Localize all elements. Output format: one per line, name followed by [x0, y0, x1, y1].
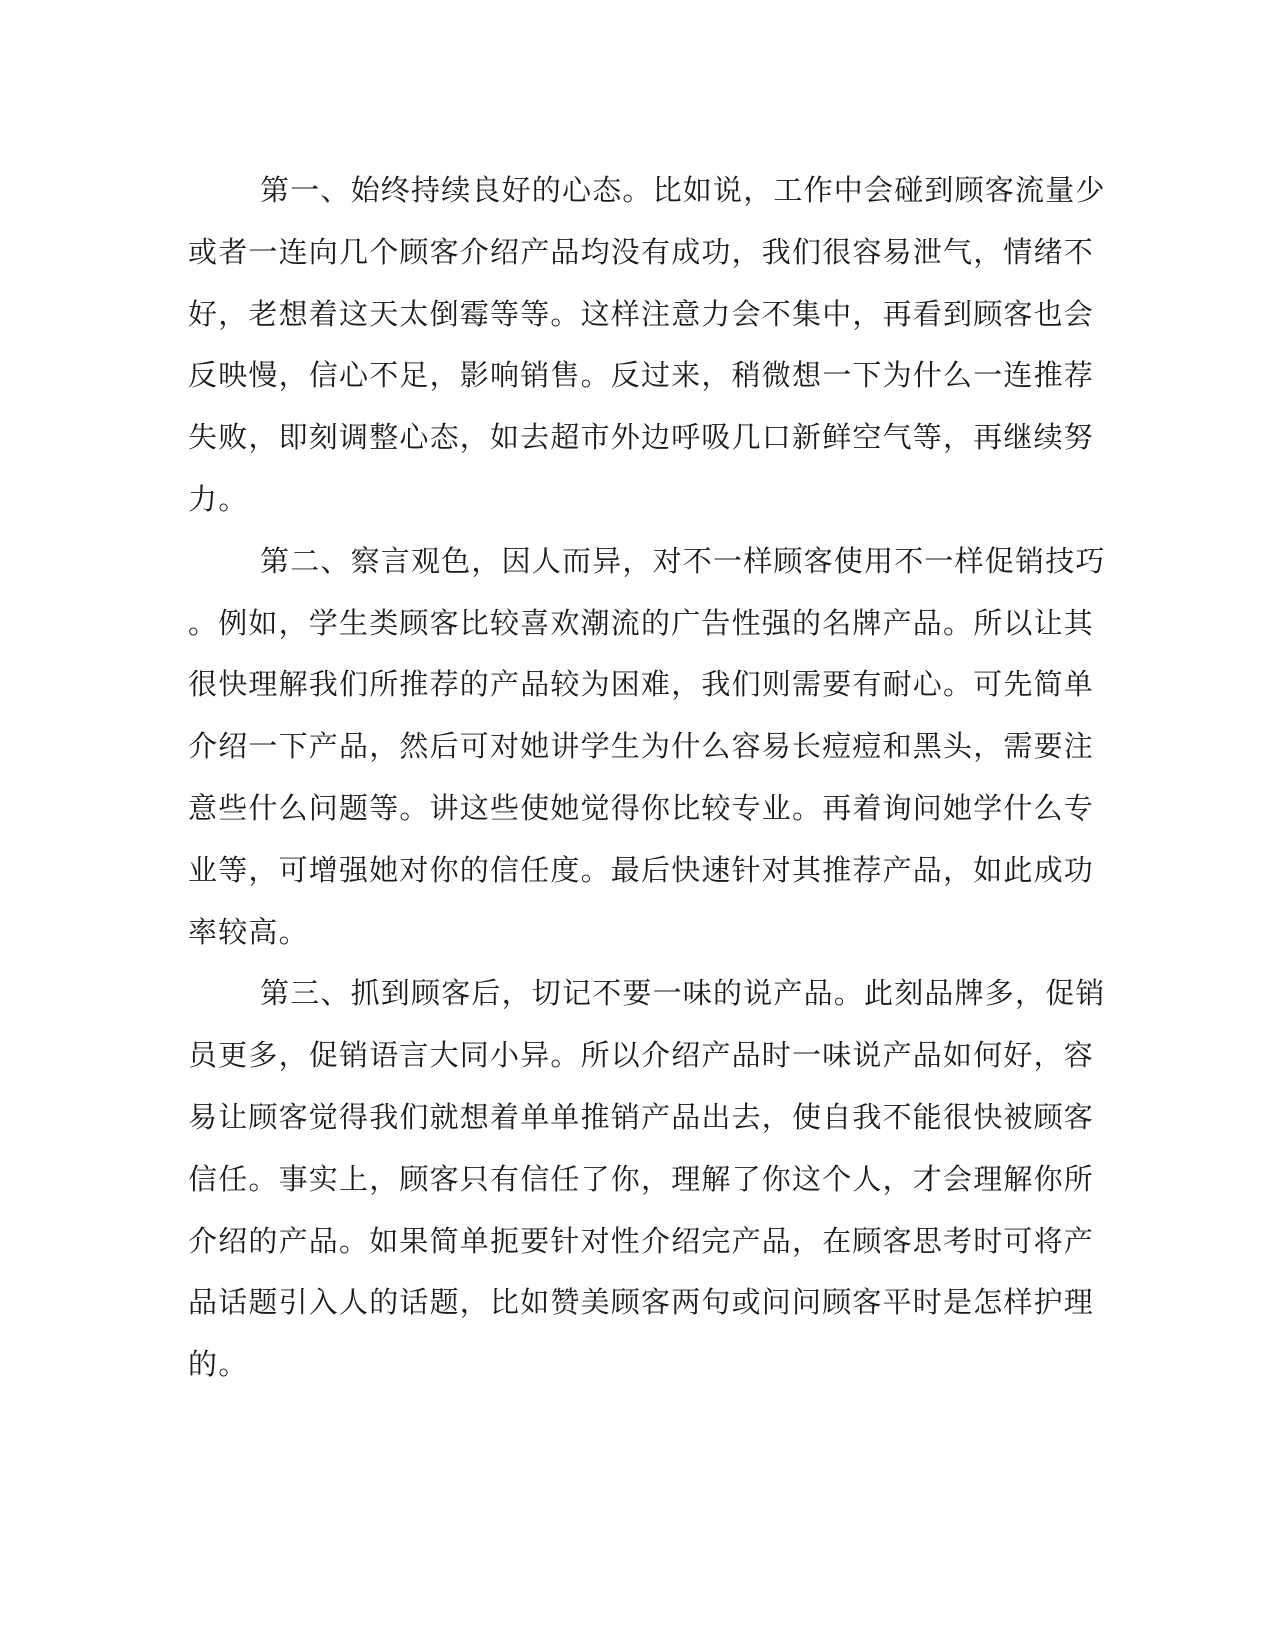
paragraph-line: 或者一连向几个顾客介绍产品均没有成功，我们很容易泄气，情绪不: [188, 234, 1095, 269]
paragraph-line: 员更多，促销语言大同小异。所以介绍产品时一味说产品如何好，容: [188, 1038, 1095, 1073]
paragraph-line: 率较高。: [188, 914, 309, 949]
paragraph-3: [188, 963, 1106, 1396]
paragraph-1: [188, 160, 1106, 531]
paragraph-line: 易让顾客觉得我们就想着单单推销产品出去，使自我不能很快被顾客: [188, 1099, 1095, 1134]
paragraph-line: 失败，即刻调整心态，如去超市外边呼吸几口新鲜空气等，再继续努: [188, 420, 1095, 455]
paragraph-line: 很快理解我们所推荐的产品较为困难，我们则需要有耐心。可先简单: [188, 667, 1095, 702]
paragraph-line: 好，老想着这天太倒霉等等。这样注意力会不集中，再看到顾客也会: [188, 296, 1095, 331]
paragraph-line: 第三、抓到顾客后，切记不要一味的说产品。此刻品牌多，促销: [260, 976, 1106, 1011]
paragraph-line: 介绍的产品。如果简单扼要针对性介绍完产品，在顾客思考时可将产: [188, 1223, 1095, 1258]
paragraph-line: 介绍一下产品，然后可对她讲学生为什么容易长痘痘和黑头，需要注: [188, 729, 1095, 764]
paragraph-line: 信任。事实上，顾客只有信任了你，理解了你这个人，才会理解你所: [188, 1161, 1095, 1196]
paragraph-line: 品话题引入人的话题，比如赞美顾客两句或问问顾客平时是怎样护理: [188, 1285, 1095, 1320]
paragraph-line: 。例如，学生类顾客比较喜欢潮流的广告性强的名牌产品。所以让其: [188, 605, 1095, 640]
paragraph-line: 的。: [188, 1347, 249, 1382]
paragraph-2: [188, 531, 1106, 964]
paragraph-line: 力。: [188, 481, 249, 516]
paragraph-line: 第一、始终持续良好的心态。比如说，工作中会碰到顾客流量少: [260, 173, 1106, 207]
body-text: [188, 160, 1106, 1396]
paragraph-line: 业等，可增强她对你的信任度。最后快速针对其推荐产品，如此成功: [188, 852, 1095, 887]
paragraph-line: 意些什么问题等。讲这些使她觉得你比较专业。再着询问她学什么专: [188, 790, 1095, 825]
paragraph-line: 第二、察言观色，因人而异，对不一样顾客使用不一样促销技巧: [260, 543, 1106, 578]
paragraph-line: 反映慢，信心不足，影响销售。反过来，稍微想一下为什么一连推荐: [188, 358, 1095, 393]
